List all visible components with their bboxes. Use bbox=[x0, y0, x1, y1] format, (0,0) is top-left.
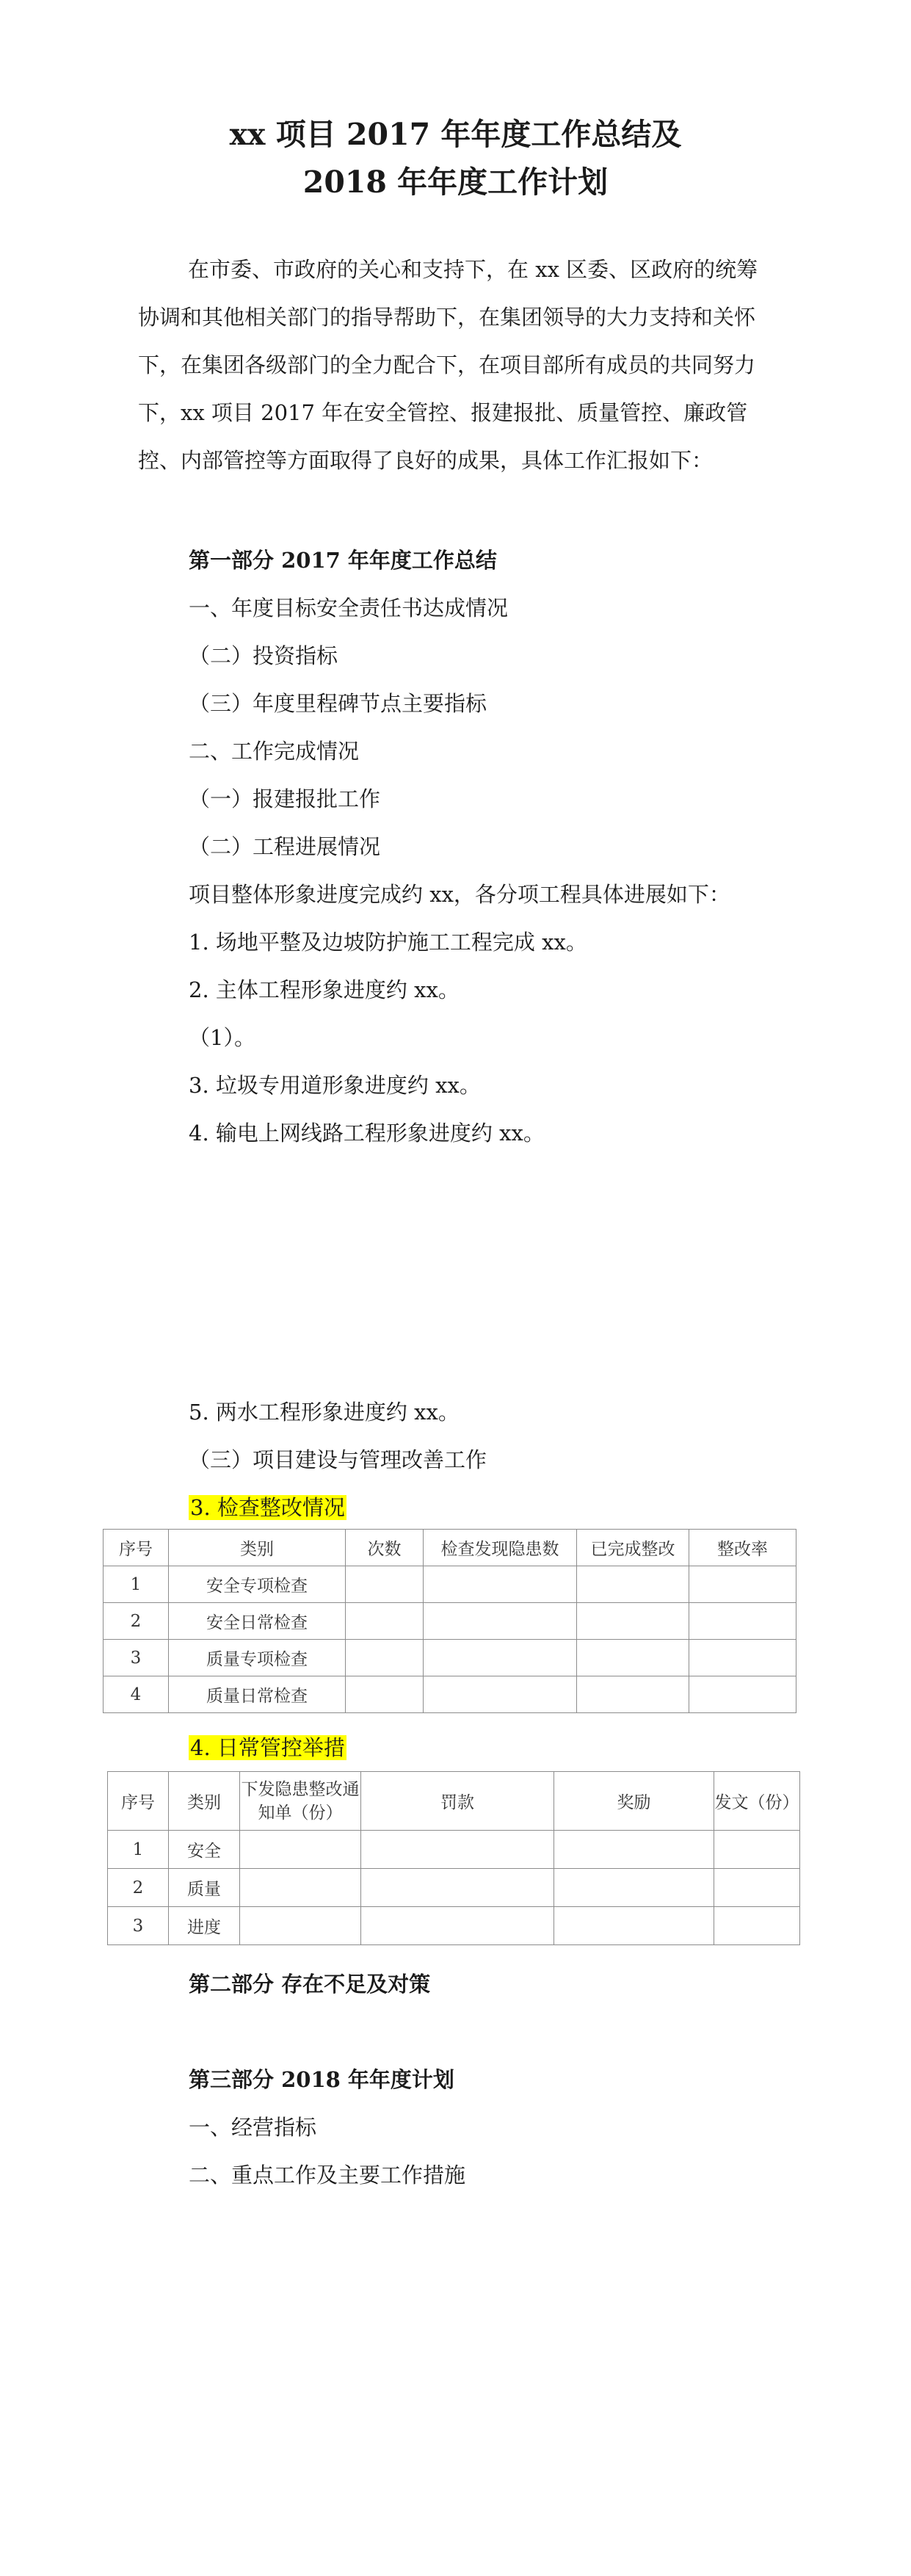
table-row bbox=[104, 1603, 796, 1640]
table-cell bbox=[424, 1676, 577, 1713]
table-cell bbox=[240, 1869, 361, 1907]
table-header-cell: 类别 bbox=[169, 1530, 346, 1566]
table-cell bbox=[577, 1603, 689, 1640]
part3-heading: 第三部分 2018 年年度计划 bbox=[189, 2067, 454, 2092]
highlighted-heading bbox=[189, 1733, 346, 1762]
table-cell bbox=[424, 1640, 577, 1676]
subsection-heading: （二）工程进展情况 bbox=[189, 834, 381, 859]
part2-heading: 第二部分 存在不足及对策 bbox=[189, 1972, 431, 1997]
table-cell bbox=[346, 1603, 424, 1640]
table-cell bbox=[554, 1907, 714, 1945]
table-cell: 1 bbox=[108, 1831, 169, 1869]
table-cell bbox=[689, 1676, 796, 1713]
table-header-cell: 奖励 bbox=[554, 1772, 714, 1831]
inspection-table bbox=[103, 1529, 796, 1713]
table-cell: 3 bbox=[108, 1907, 169, 1945]
list-item: 3. 垃圾专用道形象进度约 xx。 bbox=[189, 1073, 481, 1098]
table-cell bbox=[689, 1640, 796, 1676]
table-header-cell: 整改率 bbox=[689, 1530, 796, 1566]
subsection-heading: （二）投资指标 bbox=[189, 643, 338, 668]
table-cell: 4 bbox=[104, 1676, 169, 1713]
table-header-row bbox=[108, 1772, 800, 1831]
table-row bbox=[108, 1869, 800, 1907]
table-cell: 安全日常检查 bbox=[169, 1603, 346, 1640]
table-cell: 质量专项检查 bbox=[169, 1640, 346, 1676]
section-heading: 一、经营指标 bbox=[189, 2115, 317, 2140]
list-item: 4. 输电上网线路工程形象进度约 xx。 bbox=[189, 1121, 545, 1146]
subsection-heading: （三）年度里程碑节点主要指标 bbox=[189, 691, 487, 716]
table-cell bbox=[361, 1869, 554, 1907]
list-item: 1. 场地平整及边坡防护施工工程完成 xx。 bbox=[189, 930, 587, 955]
table-cell: 进度 bbox=[169, 1907, 240, 1945]
table-header-cell: 检查发现隐患数 bbox=[424, 1530, 577, 1566]
table-cell: 1 bbox=[104, 1566, 169, 1603]
table-header-cell: 序号 bbox=[108, 1772, 169, 1831]
highlight-text: 4. 日常管控举措 bbox=[190, 1735, 345, 1760]
table-row bbox=[104, 1676, 796, 1713]
table-cell: 安全 bbox=[169, 1831, 240, 1869]
intro-paragraph: 在市委、市政府的关心和支持下，在 xx 区委、区政府的统筹协调和其他相关部门的指导帮助下，在集团领导的大力支持和关怀下，在集团各级部门的全力配合下，在项目部所有成员的共同努力下，xx 项目 2017 年在安全管控、报建报批、质量管控、廉政管控、内部管控等方面取得了良好的成果，具体工作汇报如下： bbox=[138, 257, 758, 473]
section-heading: 二、工作完成情况 bbox=[189, 739, 360, 764]
section-heading: 一、年度目标安全责任书达成情况 bbox=[189, 596, 509, 621]
section-heading: 二、重点工作及主要工作措施 bbox=[189, 2163, 466, 2188]
table-cell bbox=[714, 1831, 800, 1869]
document-title-line1: xx 项目 2017 年年度工作总结及 bbox=[229, 117, 682, 152]
list-item: 5. 两水工程形象进度约 xx。 bbox=[189, 1400, 460, 1425]
table-cell: 3 bbox=[104, 1640, 169, 1676]
table-cell bbox=[424, 1603, 577, 1640]
subsection-heading: （一）报建报批工作 bbox=[189, 786, 381, 811]
table-header-cell: 次数 bbox=[346, 1530, 424, 1566]
table-cell bbox=[714, 1907, 800, 1945]
table-header-cell: 下发隐患整改通知单（份） bbox=[240, 1772, 361, 1831]
table-cell bbox=[424, 1566, 577, 1603]
table-cell: 质量日常检查 bbox=[169, 1676, 346, 1713]
highlight-text: 3. 检查整改情况 bbox=[190, 1495, 345, 1520]
table-row bbox=[104, 1566, 796, 1603]
table-header-cell: 序号 bbox=[104, 1530, 169, 1566]
document-title-line2: 2018 年年度工作计划 bbox=[302, 164, 609, 200]
table-cell: 2 bbox=[104, 1603, 169, 1640]
subsection-heading: （三）项目建设与管理改善工作 bbox=[189, 1447, 487, 1472]
table-cell: 安全专项检查 bbox=[169, 1566, 346, 1603]
list-item: 2. 主体工程形象进度约 xx。 bbox=[189, 977, 460, 1002]
table-row bbox=[108, 1831, 800, 1869]
table-cell: 2 bbox=[108, 1869, 169, 1907]
table-cell bbox=[361, 1907, 554, 1945]
highlighted-heading bbox=[189, 1493, 346, 1522]
table-cell bbox=[346, 1676, 424, 1713]
table-cell bbox=[689, 1603, 796, 1640]
table-header-cell: 罚款 bbox=[361, 1772, 554, 1831]
table-cell bbox=[346, 1566, 424, 1603]
table-cell bbox=[240, 1831, 361, 1869]
table-row bbox=[104, 1640, 796, 1676]
table-cell bbox=[577, 1566, 689, 1603]
table-cell bbox=[346, 1640, 424, 1676]
table-cell bbox=[577, 1676, 689, 1713]
daily-control-table bbox=[107, 1771, 800, 1945]
table-cell: 质量 bbox=[169, 1869, 240, 1907]
table-row bbox=[108, 1907, 800, 1945]
table-cell bbox=[577, 1640, 689, 1676]
body-line: 项目整体形象进度完成约 xx，各分项工程具体进展如下： bbox=[189, 882, 730, 907]
table-cell bbox=[361, 1831, 554, 1869]
part1-heading: 第一部分 2017 年年度工作总结 bbox=[189, 548, 497, 573]
table-cell bbox=[240, 1907, 361, 1945]
table-header-cell: 发文（份） bbox=[714, 1772, 800, 1831]
table-header-row bbox=[104, 1530, 796, 1566]
table-cell bbox=[554, 1869, 714, 1907]
table-header-cell: 已完成整改 bbox=[577, 1530, 689, 1566]
table-cell bbox=[689, 1566, 796, 1603]
list-item: （1）。 bbox=[189, 1025, 255, 1050]
table-cell bbox=[714, 1869, 800, 1907]
table-cell bbox=[554, 1831, 714, 1869]
table-header-cell: 类别 bbox=[169, 1772, 240, 1831]
